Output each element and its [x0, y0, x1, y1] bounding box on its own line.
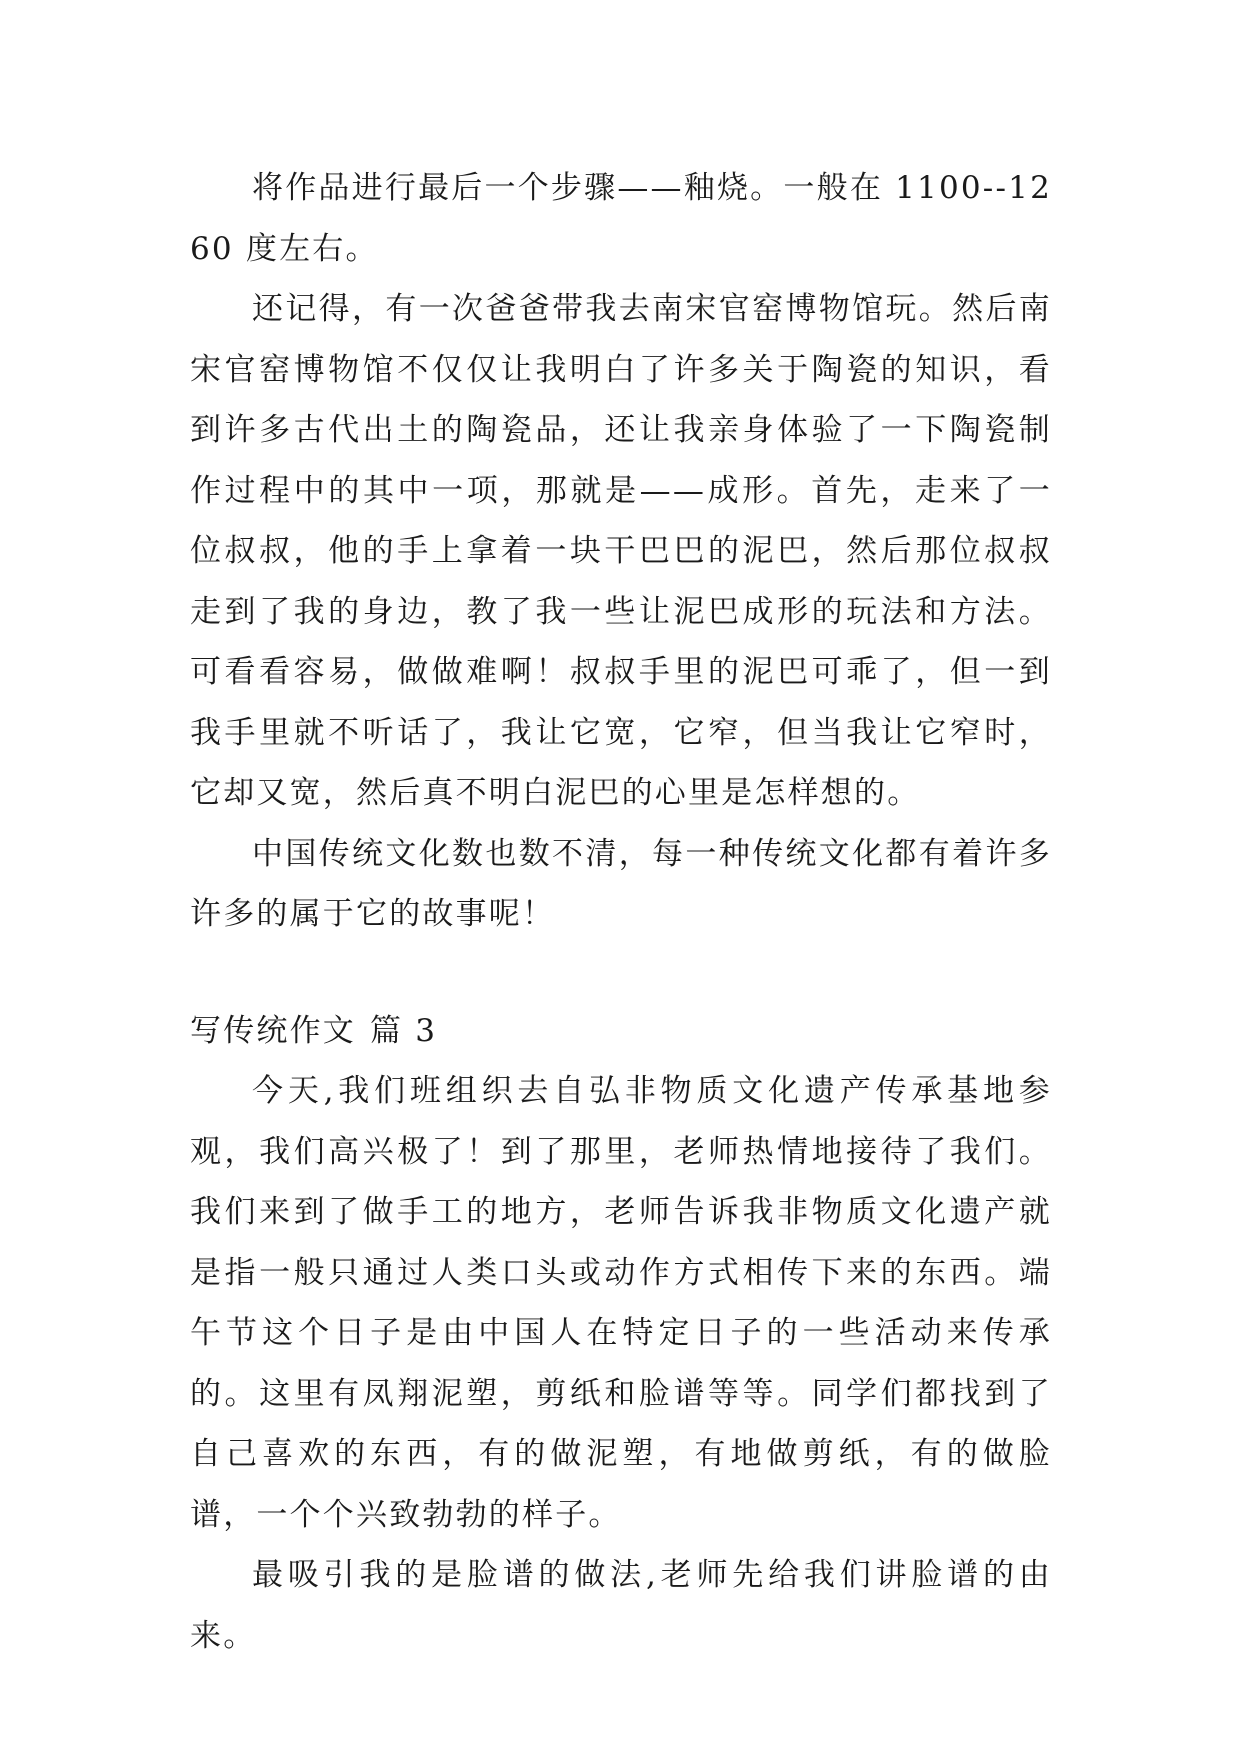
document-body	[190, 158, 1052, 1666]
paragraph-heritage-visit: 今天,我们班组织去自弘非物质文化遗产传承基地参观，我们高兴极了！到了那里，老师热情地接待了我们。我们来到了做手工的地方，老师告诉我非物质文化遗产就是指一般只通过人类口头或动作方式相传下来的东西。端午节这个日子是由中国人在特定日子的一些活动来传承的。这里有凤翔泥塑，剪纸和脸谱等等。同学们都找到了自己喜欢的东西，有的做泥塑，有地做剪纸，有的做脸谱，一个个兴致勃勃的样子。	[190, 1073, 1052, 1533]
paragraph-facial-makeup: 最吸引我的是脸谱的做法,老师先给我们讲脸谱的由来。	[190, 1557, 1052, 1654]
section-heading	[190, 1001, 1052, 1062]
section-title: 写传统作文	[190, 1012, 356, 1049]
paragraph-traditional-culture: 中国传统文化数也数不清，每一种传统文化都有着许多许多的属于它的故事呢！	[190, 835, 1052, 932]
paragraph-glaze-firing: 将作品进行最后一个步骤——釉烧。一般在 1100--1260 度左右。	[190, 170, 1052, 267]
paragraph-museum-visit: 还记得，有一次爸爸带我去南宋官窑博物馆玩。然后南宋官窑博物馆不仅仅让我明白了许多关于陶瓷的知识，看到许多古代出土的陶瓷品，还让我亲身体验了一下陶瓷制作过程中的其中一项，那就是——成形。首先，走来了一位叔叔，他的手上拿着一块干巴巴的泥巴，然后那位叔叔走到了我的身边，教了我一些让泥巴成形的玩法和方法。可看看容易，做做难啊！叔叔手里的泥巴可乖了，但一到我手里就不听话了，我让它宽，它窄，但当我让它窄时，它却又宽，然后真不明白泥巴的心里是怎样想的。	[190, 291, 1052, 811]
section-number: 篇 3	[370, 1012, 438, 1049]
